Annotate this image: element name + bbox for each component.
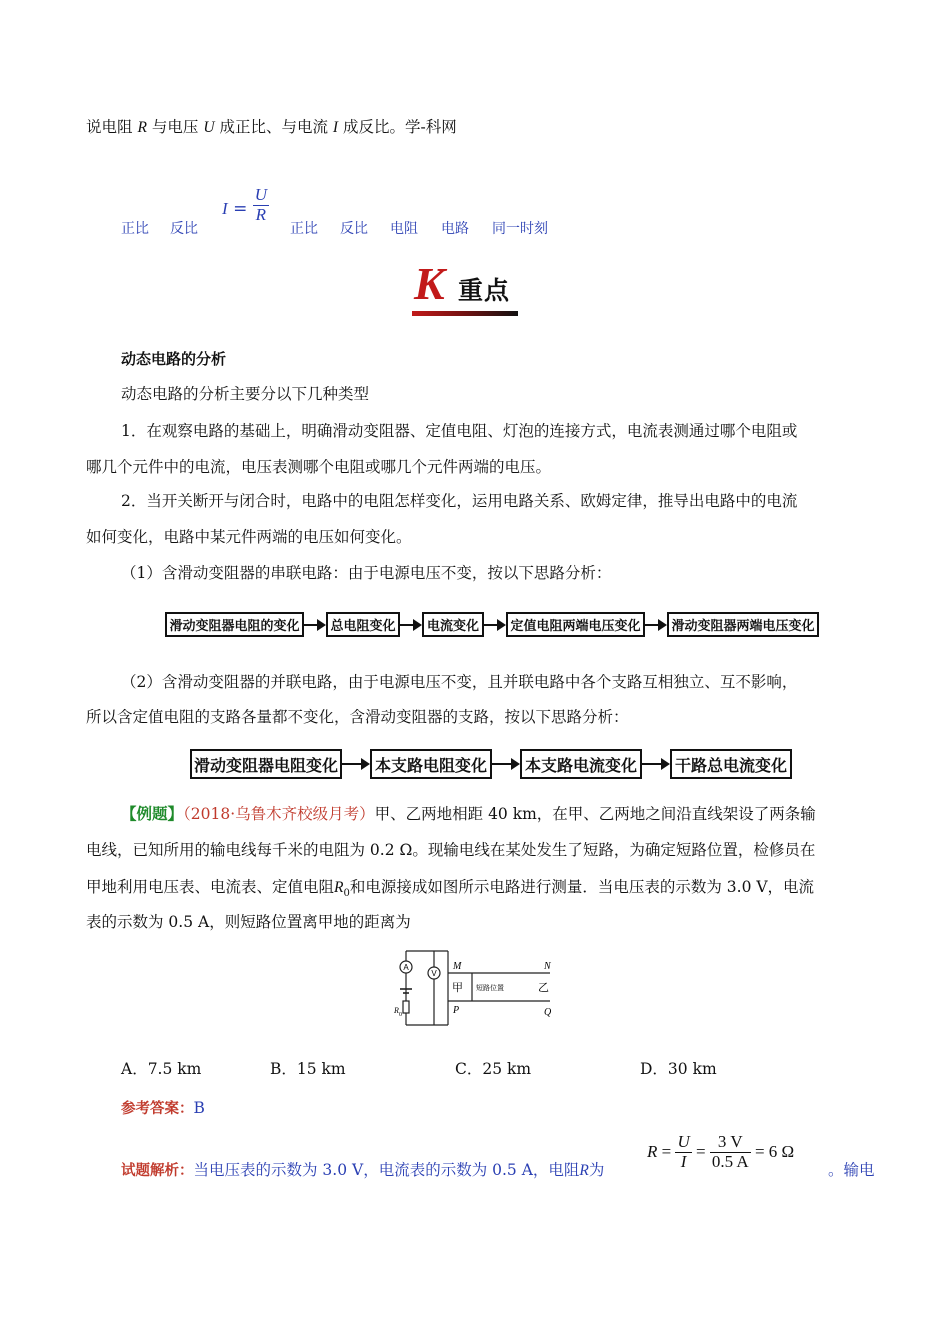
intro-line <box>86 120 457 136</box>
option-d[interactable]: D．30 km <box>640 1060 717 1078</box>
af-eq1: = <box>661 1142 672 1162</box>
example-source: （2018·乌鲁木齐校级月考） <box>183 805 375 823</box>
example-line2: 电线，已知所用的输电线每千米的电阻为 0.2 Ω。现输电线在某处发生了短路，为确定短路位置，检修员在 <box>86 841 816 859</box>
formula-denominator: R <box>255 204 267 224</box>
label-r0: R <box>394 1006 399 1015</box>
var-i: I <box>332 119 339 136</box>
var-u: U <box>203 119 215 136</box>
heading-underline <box>412 311 518 316</box>
flow2-box-2: 本支路电阻变化 <box>370 749 492 779</box>
analysis-line <box>121 1163 604 1179</box>
label-yi: 乙 <box>538 981 549 994</box>
label-r0-sub: 0 <box>399 1012 402 1018</box>
example-line4: 表的示数为 0.5 A，则短路位置离甲地的距离为 <box>86 913 411 931</box>
section-title: 动态电路的分析 <box>121 350 227 368</box>
flow1-box-3: 电流变化 <box>422 612 484 637</box>
flow2-box-3: 本支路电流变化 <box>520 749 642 779</box>
sub1-text: （1）含滑动变阻器的串联电路：由于电源电压不变，按以下思路分析： <box>121 564 612 582</box>
label-n: N <box>544 961 551 972</box>
item2-line1: 2．当开关断开与闭合时，电路中的电阻怎样变化，运用电路关系、欧姆定律，推导出电路中的电流 <box>121 492 798 510</box>
item2-line2: 如何变化，电路中某元件两端的电压如何变化。 <box>86 528 412 546</box>
af-result: = 6 Ω <box>754 1142 795 1162</box>
analysis-text-1: 当电压表的示数为 3.0 V，电流表的示数为 0.5 A，电阻 <box>193 1161 580 1179</box>
flow1-box-1: 滑动变阻器电阻的变化 <box>165 612 304 637</box>
circuit-diagram <box>390 943 570 1033</box>
label-q: Q <box>544 1007 552 1018</box>
key-points-title: 重点 <box>458 276 511 305</box>
item1-line2: 哪几个元件中的电流，电压表测哪个电阻或哪几个元件两端的电压。 <box>86 458 552 476</box>
answer-6: 电路 <box>441 221 469 237</box>
var-r0: R <box>334 879 344 896</box>
option-c[interactable]: C．25 km <box>455 1060 532 1078</box>
reference-label: 参考答案： <box>121 1101 194 1117</box>
af-den2: 0.5 A <box>711 1151 749 1171</box>
r0-resistor <box>403 1001 409 1013</box>
sub2-line2: 所以含定值电阻的支路各量都不变化，含滑动变阻器的支路，按以下思路分析： <box>86 708 629 726</box>
flow2-arrow-3 <box>642 763 668 765</box>
answer-5: 电阻 <box>390 221 418 237</box>
k-letter-logo: K <box>414 258 445 309</box>
label-voltmeter: V <box>431 969 437 978</box>
af-lhs: R <box>647 1142 658 1162</box>
analysis-var-r: R <box>579 1162 589 1179</box>
intro-text-3: 成正比、与电流 <box>219 118 328 136</box>
var-r: R <box>137 119 147 136</box>
section-intro: 动态电路的分析主要分以下几种类型 <box>121 385 370 403</box>
example-text-3b: 和电源接成如图所示电路进行测量．当电压表的示数为 3.0 V，电流 <box>349 878 815 896</box>
example-line1 <box>121 806 816 823</box>
af-num2: 3 V <box>717 1132 743 1151</box>
example-text-1: 甲、乙两地相距 40 km，在甲、乙两地之间沿直线架设了两条输 <box>374 805 816 823</box>
answer-7: 同一时刻 <box>492 221 548 237</box>
flow2-box-4: 干路总电流变化 <box>670 749 792 779</box>
var-r0-sub: 0 <box>343 888 350 900</box>
intro-text-4: 成反比。学-科网 <box>343 118 457 136</box>
example-line3 <box>86 880 814 899</box>
formula-eq: = <box>233 199 248 220</box>
flow1-box-5: 滑动变阻器两端电压变化 <box>667 612 819 637</box>
example-tag: 【例题】 <box>121 804 184 823</box>
af-num1: U <box>677 1132 690 1151</box>
answer-4: 反比 <box>340 221 368 237</box>
af-eq2: = <box>696 1142 706 1162</box>
label-jia: 甲 <box>452 981 463 994</box>
flow1-arrow-3 <box>484 624 504 626</box>
analysis-text-3: 。输电 <box>828 1161 875 1179</box>
answer-2: 反比 <box>170 221 198 237</box>
answer-3: 正比 <box>290 221 318 237</box>
flow1-arrow-1 <box>304 624 324 626</box>
label-ammeter: A <box>403 963 409 972</box>
intro-text-2: 与电压 <box>151 118 199 136</box>
key-points-heading <box>412 258 518 315</box>
item1-line1: 1．在观察电路的基础上，明确滑动变阻器、定值电阻、灯泡的连接方式，电流表测通过哪个电阻或 <box>121 422 798 440</box>
flow1-box-4: 定值电阻两端电压变化 <box>506 612 645 637</box>
sub2-line1: （2）含滑动变阻器的并联电路，由于电源电压不变，且并联电路中各个支路互相独立、互不影响， <box>121 673 798 691</box>
flow2-arrow-1 <box>342 763 368 765</box>
ohms-law-formula <box>222 186 269 224</box>
answer-1: 正比 <box>121 221 149 237</box>
option-a[interactable]: A．7.5 km <box>121 1060 202 1078</box>
reference-answer <box>121 1101 205 1117</box>
label-p: P <box>453 1005 460 1016</box>
option-b[interactable]: B．15 km <box>270 1060 346 1078</box>
flow1-arrow-4 <box>645 624 665 626</box>
reference-value: B <box>193 1099 205 1117</box>
label-m: M <box>453 961 462 972</box>
formula-numerator: U <box>254 185 268 204</box>
flow1-box-2: 总电阻变化 <box>326 612 400 637</box>
af-den1: I <box>680 1151 687 1171</box>
formula-lhs: I <box>222 199 228 219</box>
analysis-formula <box>647 1133 794 1171</box>
flow2-arrow-2 <box>492 763 518 765</box>
intro-text-1: 说电阻 <box>86 118 133 136</box>
analysis-label: 试题解析： <box>121 1163 194 1179</box>
example-text-3a: 甲地利用电压表、电流表、定值电阻 <box>86 878 335 896</box>
label-short-position: 短路位置 <box>476 984 504 992</box>
flow2-box-1: 滑动变阻器电阻变化 <box>190 749 342 779</box>
flow1-arrow-2 <box>400 624 420 626</box>
analysis-text-2: 为 <box>588 1161 605 1179</box>
